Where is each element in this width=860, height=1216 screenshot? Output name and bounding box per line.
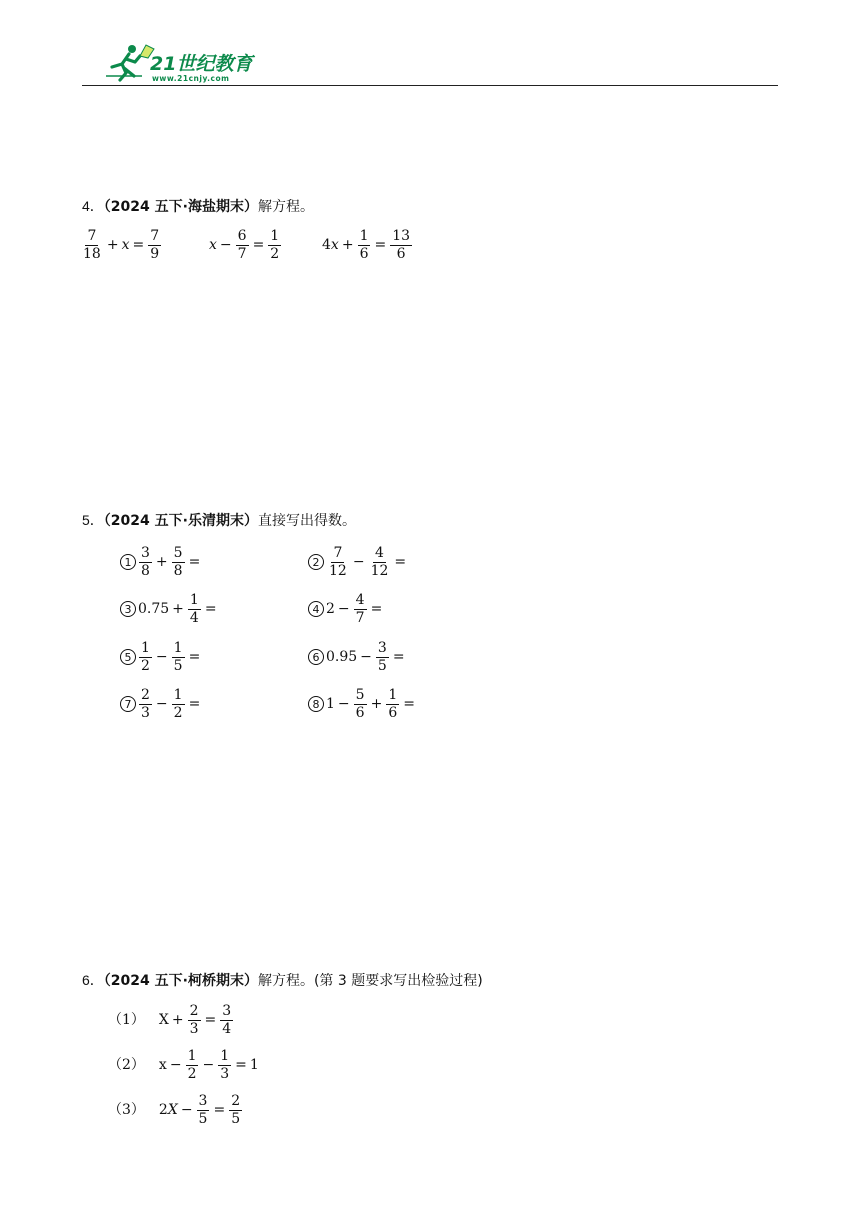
question-number: 6． [82,972,104,988]
q5-item-6: 6 0.95 − $\frac{3}{5}$ = [308,641,408,673]
item-label: （2） [108,1057,145,1074]
fraction: $\frac{1}{6}$ [359,228,369,262]
q5-item-4: 4 2 − $\frac{4}{7}$ = [308,593,385,625]
fraction: $\frac{1}{2}$ [270,228,280,262]
question-instruction: 解方程。(第 3 题要求写出检验过程) [257,973,483,989]
item-label: （1） [108,1012,145,1029]
circled-number: 3 [120,601,136,617]
item-label: （3） [108,1102,145,1119]
question-source: （2024 五下·海盐期末） [103,199,258,215]
fraction: $\frac{7}{18}$ [83,228,101,262]
q5-item-7: 7 $\frac{2}{3}$ − $\frac{1}{2}$ = [120,688,203,720]
question-instruction: 直接写出得数。 [257,513,356,529]
q4-equation-3: 4 x + $\frac{1}{6}$ = $\frac{13}{6}$ [322,228,411,262]
logo-url: www.21cnjy.com [152,74,230,83]
header-divider [82,85,778,86]
fraction: $\frac{7}{9}$ [150,228,160,262]
q5-item-5: 5 $\frac{1}{2}$ − $\frac{1}{5}$ = [120,641,203,673]
q6-item-3: （3） 2 X − $\frac{3}{5}$ = $\frac{2}{5}$ [108,1093,241,1127]
circled-number: 8 [308,696,324,712]
q4-equation-2: x − $\frac{6}{7}$ = $\frac{1}{2}$ [209,228,280,262]
logo-text: 21世纪教育 [150,53,253,75]
q6-item-1: （1） X + $\frac{2}{3}$ = $\frac{3}{4}$ [108,1003,232,1037]
question-4-heading [82,197,314,216]
runner-icon [106,45,154,80]
question-instruction: 解方程。 [257,199,314,215]
question-number: 5． [82,512,104,528]
circled-number: 4 [308,601,324,617]
question-source: （2024 五下·乐清期末） [103,513,258,529]
q5-item-8: 8 1 − $\frac{5}{6}$ + $\frac{1}{6}$ = [308,688,418,720]
question-source: （2024 五下·柯桥期末） [103,973,258,989]
q6-item-2: （2） x − $\frac{1}{2}$ − $\frac{1}{3}$ = 1 [108,1048,259,1082]
question-6-heading [82,971,483,990]
circled-number: 7 [120,696,136,712]
q5-item-2: 2 $\frac{7}{12}$ − $\frac{4}{12}$ = [308,546,409,578]
fraction: $\frac{6}{7}$ [237,228,247,262]
circled-number: 1 [120,554,136,570]
q4-equation-1: $\frac{7}{18}$ + x = $\frac{7}{9}$ [83,228,160,262]
circled-number: 2 [308,554,324,570]
logo [102,40,272,84]
circled-number: 6 [308,649,324,665]
question-5-heading [82,511,356,530]
q5-item-1: 1 $\frac{3}{8}$ + $\frac{5}{8}$ = [120,546,203,578]
circled-number: 5 [120,649,136,665]
question-number: 4． [82,198,104,214]
q5-item-3: 3 0.75 + $\frac{1}{4}$ = [120,593,220,625]
fraction: $\frac{13}{6}$ [392,228,411,262]
